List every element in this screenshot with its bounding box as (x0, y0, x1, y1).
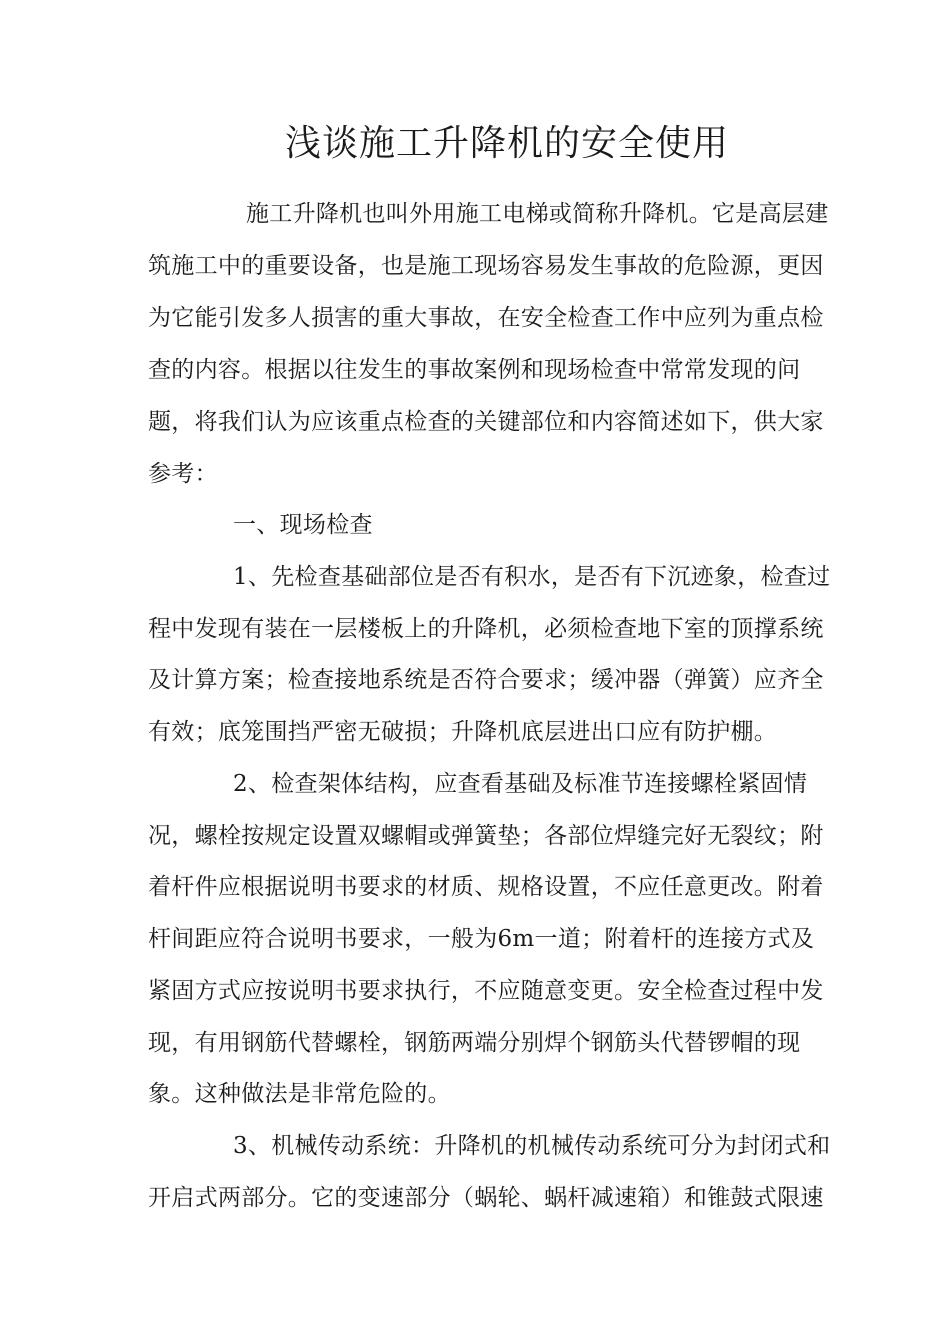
paragraph-line: 题，将我们认为应该重点检查的关键部位和内容简述如下，供大家 (148, 409, 824, 435)
paragraph-line: 筑施工中的重要设备，也是施工现场容易发生事故的危险源，更因 (148, 253, 824, 279)
paragraph-line: 紧固方式应按说明书要求执行，不应随意变更。安全检查过程中发 (148, 978, 824, 1004)
paragraph-line: 象。这种做法是非常危险的。 (148, 1081, 451, 1107)
paragraph-line: 1、先检查基础部位是否有积水，是否有下沉迹象，检查过 (233, 564, 831, 590)
paragraph-line: 参考： (148, 461, 218, 487)
paragraph-line: 杆间距应符合说明书要求，一般为6m一道；附着杆的连接方式及 (148, 926, 815, 952)
paragraph-line: 有效；底笼围挡严密无破损；升降机底层进出口应有防护棚。 (148, 719, 778, 745)
section-heading: 一、现场检查 (233, 512, 373, 538)
paragraph-line: 施工升降机也叫外用施工电梯或简称升降机。它是高层建 (246, 201, 829, 227)
document-title: 浅谈施工升降机的安全使用 (284, 123, 729, 164)
paragraph-line: 3、机械传动系统：升降机的机械传动系统可分为封闭式和 (233, 1133, 831, 1159)
paragraph-line: 及计算方案；检查接地系统是否符合要求；缓冲器（弹簧）应齐全 (148, 667, 824, 693)
paragraph-line: 为它能引发多人损害的重大事故，在安全检查工作中应列为重点检 (148, 305, 824, 331)
paragraph-line: 查的内容。根据以往发生的事故案例和现场检查中常常发现的问 (148, 357, 801, 383)
paragraph-line: 现，有用钢筋代替螺栓，钢筋两端分别焊个钢筋头代替锣帽的现 (148, 1030, 801, 1056)
paragraph-line: 着杆件应根据说明书要求的材质、规格设置，不应任意更改。附着 (148, 874, 824, 900)
paragraph-line: 程中发现有装在一层楼板上的升降机，必须检查地下室的顶撑系统 (148, 616, 824, 642)
paragraph-line: 2、检查架体结构，应查看基础及标准节连接螺栓紧固情 (233, 771, 808, 797)
paragraph-line: 开启式两部分。它的变速部分（蜗轮、蜗杆减速箱）和锥鼓式限速 (148, 1185, 824, 1211)
paragraph-line: 况，螺栓按规定设置双螺帽或弹簧垫；各部位焊缝完好无裂纹；附 (148, 823, 824, 849)
